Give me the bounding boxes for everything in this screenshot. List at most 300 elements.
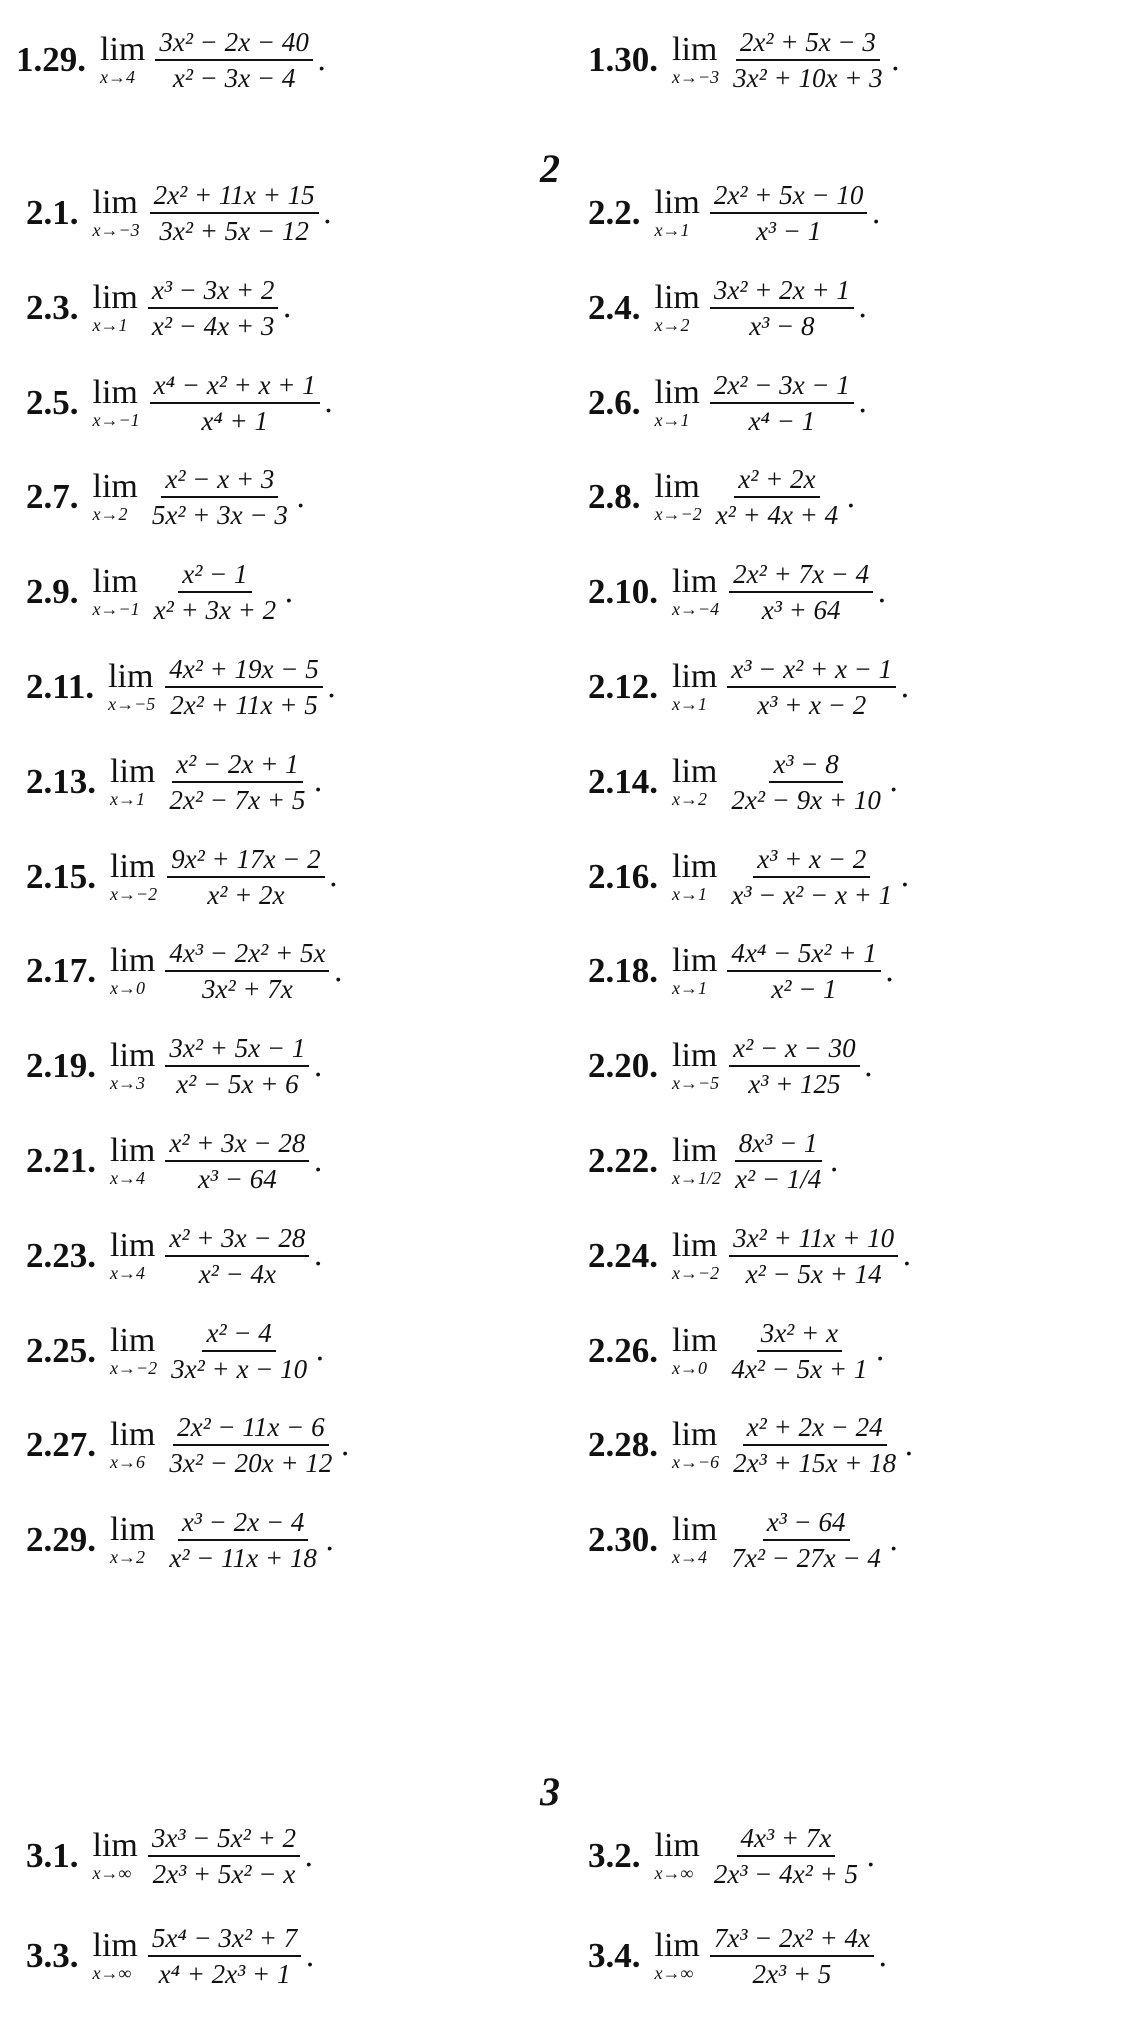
problem-number: 3.3. — [26, 1936, 79, 1975]
denominator: x³ − 1 — [755, 216, 822, 246]
fraction — [710, 1821, 862, 1891]
numerator: 4x² + 19x − 5 — [165, 652, 323, 688]
limit-subscript: x→1 — [672, 978, 707, 999]
limit-operator — [93, 1929, 138, 1983]
limit-problem — [26, 734, 323, 830]
limit-operator — [110, 1039, 155, 1093]
lim-word: lim — [108, 658, 154, 695]
period: . — [324, 1522, 335, 1558]
fraction — [710, 1921, 874, 1991]
numerator: x³ − 64 — [763, 1505, 850, 1541]
lim-word: lim — [672, 1321, 718, 1359]
fraction — [710, 273, 854, 343]
fraction — [150, 368, 320, 438]
lim-word: lim — [110, 752, 156, 790]
lim-word: lim — [672, 658, 718, 695]
denominator: 2x³ + 5x² − x — [152, 1859, 296, 1889]
limit-subscript: x→4 — [110, 1262, 145, 1283]
limit-problem — [588, 1397, 914, 1493]
denominator: x² + 2x — [207, 879, 285, 910]
fraction — [729, 1410, 900, 1480]
limit-operator — [654, 278, 700, 335]
numerator: x² − x + 3 — [161, 462, 278, 498]
limit-problem — [26, 165, 332, 261]
limit-problem — [588, 1208, 912, 1304]
numerator: 3x² + 11x + 10 — [729, 1221, 898, 1257]
lim-word: lim — [110, 942, 156, 980]
limit-subscript: x→−3 — [92, 220, 140, 240]
denominator: x³ + 125 — [748, 1069, 841, 1100]
limit-operator — [93, 470, 138, 524]
period: . — [888, 764, 899, 800]
numerator: x² − 4 — [202, 1316, 275, 1352]
limit-operator — [93, 186, 140, 240]
limit-operator — [655, 186, 700, 240]
numerator: x² + 2x − 24 — [743, 1410, 887, 1446]
limit-operator — [655, 1929, 700, 1983]
limit-subscript: x→∞ — [654, 1863, 694, 1883]
period: . — [282, 290, 292, 326]
lim-word: lim — [110, 1321, 156, 1359]
limit-problem — [26, 1018, 323, 1114]
problem-number: 2.3. — [26, 287, 79, 327]
numerator: 4x³ − 2x² + 5x — [165, 936, 329, 972]
numerator: x³ + x − 2 — [753, 842, 870, 878]
period: . — [284, 574, 294, 610]
limit-operator — [672, 660, 717, 714]
problem-number: 3.1. — [26, 1836, 79, 1875]
numerator: 3x² − 2x − 40 — [155, 25, 313, 61]
problem-number: 2.13. — [26, 761, 96, 801]
lim-word: lim — [654, 468, 700, 506]
limit-subscript: x→1 — [654, 220, 690, 240]
limit-subscript: x→∞ — [92, 1863, 132, 1883]
lim-word: lim — [92, 184, 138, 221]
numerator: x² − 1 — [178, 557, 251, 593]
section-heading-2: 2 — [540, 146, 560, 191]
limit-problem — [588, 829, 910, 925]
lim-word: lim — [672, 942, 718, 980]
numerator: 7x³ − 2x² + 4x — [710, 1921, 874, 1957]
limit-problem — [26, 449, 305, 545]
problem-number: 2.14. — [588, 761, 658, 801]
problem-number: 2.1. — [26, 193, 79, 232]
lim-word: lim — [110, 1226, 156, 1264]
lim-word: lim — [110, 1132, 156, 1169]
limit-operator — [672, 565, 719, 619]
problem-number: 2.4. — [588, 287, 641, 327]
period: . — [326, 669, 337, 705]
period: . — [857, 290, 868, 326]
limit-subscript: x→2 — [672, 788, 707, 809]
denominator: x² − 1/4 — [735, 1164, 822, 1194]
limit-problem — [588, 1492, 898, 1588]
problem-number: 2.28. — [588, 1425, 658, 1465]
period: . — [315, 1333, 325, 1369]
period: . — [328, 859, 339, 895]
limit-problem — [588, 1808, 876, 1904]
limit-problem — [26, 829, 338, 925]
lim-word: lim — [654, 278, 700, 316]
denominator: x³ + x − 2 — [757, 690, 867, 720]
fraction — [167, 1316, 311, 1386]
limit-problem — [588, 544, 887, 640]
numerator: 2x² − 11x − 6 — [173, 1410, 329, 1446]
denominator: x³ − 64 — [197, 1164, 277, 1194]
numerator: 3x² + 5x − 1 — [165, 1031, 309, 1067]
problem-number: 2.23. — [26, 1235, 96, 1275]
limit-subscript: x→3 — [110, 1073, 145, 1094]
denominator: x² + 3x + 2 — [153, 595, 277, 626]
lim-word: lim — [110, 847, 156, 885]
denominator: x⁴ + 1 — [201, 405, 268, 436]
fraction — [727, 747, 885, 817]
fraction — [712, 462, 843, 532]
numerator: x² − 2x + 1 — [172, 747, 303, 783]
limit-operator — [93, 565, 140, 619]
limit-subscript: x→∞ — [654, 1963, 694, 1983]
period: . — [333, 953, 343, 989]
limit-subscript: x→−2 — [654, 504, 702, 525]
numerator: x³ − x² + x − 1 — [727, 652, 896, 688]
problem-number: 2.27. — [26, 1425, 96, 1465]
denominator: x³ + 64 — [761, 595, 841, 626]
fraction — [727, 842, 896, 912]
period: . — [313, 764, 323, 800]
fraction — [165, 1221, 309, 1291]
lim-word: lim — [672, 752, 718, 790]
limit-subscript: x→1 — [672, 694, 707, 714]
period: . — [305, 1938, 315, 1974]
period: . — [904, 1427, 914, 1463]
numerator: x³ − 8 — [769, 747, 842, 783]
denominator: 2x³ + 15x + 18 — [733, 1448, 897, 1479]
limit-problem — [26, 1908, 315, 2004]
numerator: x² + 3x − 28 — [165, 1221, 309, 1257]
numerator: x⁴ − x² + x + 1 — [150, 368, 320, 404]
limit-problem — [588, 1113, 839, 1209]
fraction — [148, 1921, 301, 1991]
problem-number: 2.26. — [588, 1330, 658, 1370]
lim-word: lim — [92, 468, 138, 506]
denominator: 5x² + 3x − 3 — [151, 500, 288, 531]
period: . — [900, 859, 910, 895]
denominator: 3x² + x − 10 — [171, 1353, 308, 1384]
numerator: 3x³ − 5x² + 2 — [148, 1821, 300, 1857]
section-heading-3: 3 — [540, 1769, 560, 1814]
limit-operator — [654, 373, 700, 430]
fraction — [729, 1221, 898, 1291]
period: . — [877, 574, 887, 610]
problem-number: 2.29. — [26, 1520, 96, 1560]
period: . — [865, 1838, 876, 1874]
period: . — [313, 1238, 323, 1274]
fraction — [729, 25, 887, 95]
fraction — [167, 842, 325, 912]
numerator: 2x² + 5x − 10 — [710, 178, 868, 214]
limit-problem — [588, 639, 910, 735]
fraction — [165, 1410, 336, 1480]
limit-subscript: x→2 — [92, 504, 128, 525]
period: . — [303, 1838, 314, 1874]
limit-problem — [588, 1018, 873, 1114]
problem-number: 2.17. — [26, 951, 96, 991]
limit-operator — [672, 33, 719, 87]
lim-word: lim — [654, 184, 700, 221]
denominator: x³ − x² − x + 1 — [731, 879, 893, 910]
limit-subscript: x→4 — [672, 1547, 707, 1568]
period: . — [340, 1427, 350, 1463]
lim-word: lim — [672, 1037, 718, 1075]
lim-word: lim — [110, 1037, 156, 1075]
limit-subscript: x→4 — [110, 1168, 145, 1188]
limit-operator — [110, 944, 155, 998]
numerator: 8x³ − 1 — [735, 1126, 822, 1162]
lim-word: lim — [672, 1226, 718, 1264]
problem-number: 2.20. — [588, 1046, 658, 1086]
period: . — [846, 479, 856, 515]
fraction — [727, 936, 880, 1006]
fraction — [150, 178, 319, 248]
problem-number: 3.2. — [588, 1836, 641, 1875]
limit-operator — [100, 33, 145, 87]
fraction — [727, 1505, 885, 1575]
period: . — [316, 42, 327, 78]
limit-problem — [588, 1908, 887, 2004]
limit-operator — [110, 1134, 155, 1188]
numerator: 4x³ + 7x — [737, 1821, 836, 1857]
fraction — [710, 368, 854, 438]
lim-word: lim — [92, 373, 138, 411]
limit-subscript: x→4 — [100, 67, 135, 87]
lim-word: lim — [672, 847, 718, 885]
numerator: 3x² + 2x + 1 — [710, 273, 854, 309]
problem-number: 2.30. — [588, 1520, 658, 1560]
period: . — [313, 1143, 323, 1179]
limit-subscript: x→1 — [110, 788, 145, 809]
lim-word: lim — [92, 1927, 138, 1964]
limit-subscript: x→−1 — [92, 409, 140, 430]
limit-subscript: x→6 — [110, 1452, 145, 1473]
problem-number: 2.15. — [26, 856, 96, 896]
lim-word: lim — [672, 31, 718, 68]
denominator: 2x² − 9x + 10 — [731, 784, 881, 815]
problem-number: 2.11. — [26, 667, 95, 706]
limit-problem — [26, 1808, 314, 1904]
problem-number: 2.24. — [588, 1235, 658, 1275]
limit-problem — [588, 1303, 885, 1399]
limit-operator — [110, 1418, 155, 1472]
denominator: 3x² + 5x − 12 — [159, 216, 309, 246]
limit-problem — [26, 1397, 350, 1493]
limit-problem — [26, 1492, 334, 1588]
denominator: 2x³ − 4x² + 5 — [713, 1859, 858, 1889]
limit-problem — [588, 12, 900, 108]
period: . — [900, 669, 910, 705]
limit-subscript: x→∞ — [92, 1963, 132, 1983]
fraction — [727, 1316, 871, 1386]
denominator: 7x² − 27x − 4 — [731, 1543, 881, 1574]
problem-number: 2.18. — [588, 951, 658, 991]
period: . — [322, 195, 333, 231]
numerator: 2x² + 5x − 3 — [736, 25, 880, 61]
limit-operator — [110, 1321, 158, 1378]
period: . — [877, 1938, 888, 1974]
fraction — [150, 557, 281, 627]
limit-subscript: x→1 — [92, 314, 128, 335]
limit-problem — [588, 923, 894, 1019]
problem-number: 2.22. — [588, 1141, 658, 1180]
numerator: 5x⁴ − 3x² + 7 — [148, 1921, 301, 1957]
lim-word: lim — [92, 1827, 138, 1864]
fraction — [165, 1126, 309, 1196]
fraction — [729, 1031, 860, 1101]
lim-word: lim — [672, 1416, 718, 1454]
problem-number: 2.25. — [26, 1330, 96, 1370]
numerator: x³ − 3x + 2 — [148, 273, 279, 309]
problem-number: 1.30. — [588, 40, 658, 79]
fraction — [731, 1126, 825, 1196]
problem-number: 2.12. — [588, 667, 658, 706]
limit-problem — [588, 449, 856, 545]
limit-subscript: x→−2 — [110, 883, 158, 904]
denominator: 3x² − 20x + 12 — [169, 1448, 333, 1479]
limit-operator — [672, 847, 718, 904]
fraction — [148, 273, 279, 343]
denominator: 2x² + 11x + 5 — [170, 690, 318, 720]
limit-operator — [672, 1039, 719, 1093]
period: . — [902, 1238, 912, 1274]
fraction — [165, 1505, 321, 1575]
problem-number: 2.2. — [588, 193, 641, 232]
denominator: x² − 1 — [771, 974, 837, 1005]
limit-operator — [93, 1829, 138, 1883]
limit-problem — [26, 544, 294, 640]
fraction — [727, 652, 896, 722]
limit-operator — [672, 1513, 717, 1567]
limit-subscript: x→−1 — [92, 599, 140, 620]
denominator: x³ − 8 — [749, 310, 815, 341]
limit-problem — [26, 260, 292, 356]
denominator: x² − 3x − 4 — [172, 63, 296, 93]
problem-number: 2.7. — [26, 477, 79, 517]
denominator: x² − 5x + 6 — [176, 1069, 299, 1100]
fraction — [710, 178, 868, 248]
limit-subscript: x→−5 — [672, 1073, 720, 1094]
limit-problem — [26, 1208, 323, 1304]
lim-word: lim — [92, 563, 138, 601]
problem-number: 2.8. — [588, 477, 641, 517]
period: . — [857, 385, 868, 421]
problem-number: 2.16. — [588, 856, 658, 896]
fraction — [165, 652, 323, 722]
denominator: x⁴ + 2x³ + 1 — [158, 1959, 291, 1989]
period: . — [863, 1048, 874, 1084]
limit-problem — [26, 923, 343, 1019]
limit-subscript: x→1 — [672, 883, 707, 904]
lim-word: lim — [654, 373, 700, 411]
lim-word: lim — [654, 1827, 700, 1864]
numerator: 9x² + 17x − 2 — [167, 842, 325, 878]
period: . — [313, 1048, 323, 1084]
problem-number: 2.9. — [26, 572, 79, 612]
limit-operator — [108, 660, 155, 714]
lim-word: lim — [110, 1416, 156, 1454]
numerator: 2x² − 3x − 1 — [710, 368, 854, 404]
limit-operator — [110, 752, 156, 809]
lim-word: lim — [654, 1927, 700, 1964]
lim-word: lim — [672, 1511, 718, 1549]
denominator: x² + 4x + 4 — [715, 500, 839, 531]
limit-subscript: x→−4 — [672, 599, 720, 620]
period: . — [871, 195, 881, 231]
limit-operator — [672, 1321, 718, 1378]
period: . — [323, 385, 334, 421]
problem-number: 2.21. — [26, 1141, 96, 1180]
limit-problem — [26, 639, 336, 735]
problem-number: 2.19. — [26, 1046, 96, 1086]
problem-number: 2.5. — [26, 382, 79, 422]
denominator: x² − 11x + 18 — [169, 1543, 317, 1574]
limit-subscript: x→−5 — [108, 694, 156, 714]
limit-operator — [655, 470, 702, 524]
fraction — [729, 557, 873, 627]
limit-operator — [672, 1134, 721, 1188]
limit-subscript: x→0 — [672, 1357, 707, 1378]
numerator: 2x² + 7x − 4 — [729, 557, 873, 593]
lim-word: lim — [672, 1132, 718, 1169]
problem-number: 2.6. — [588, 382, 641, 422]
denominator: x² − 5x + 14 — [745, 1258, 882, 1289]
lim-word: lim — [672, 563, 718, 601]
numerator: x³ − 2x − 4 — [178, 1505, 309, 1541]
denominator: 2x² − 7x + 5 — [169, 784, 306, 815]
denominator: x² − 4x — [198, 1258, 276, 1289]
limit-problem — [588, 355, 867, 451]
denominator: 3x² + 7x — [201, 974, 293, 1005]
denominator: 3x² + 10x + 3 — [733, 63, 883, 93]
limit-subscript: x→−3 — [672, 67, 720, 87]
limit-operator — [110, 847, 158, 904]
period: . — [829, 1143, 839, 1179]
numerator: 3x² + x — [757, 1316, 842, 1352]
limit-operator — [110, 1226, 156, 1283]
limit-operator — [672, 752, 718, 809]
limit-operator — [672, 1226, 720, 1283]
problem-number: 2.10. — [588, 572, 658, 612]
lim-word: lim — [92, 278, 138, 316]
limit-operator — [92, 278, 138, 335]
limit-subscript: x→2 — [110, 1547, 145, 1568]
numerator: 4x⁴ − 5x² + 1 — [727, 936, 880, 972]
problem-number: 3.4. — [588, 1936, 641, 1975]
limit-subscript: x→−6 — [672, 1452, 720, 1473]
limit-problem — [588, 734, 898, 830]
fraction — [165, 1031, 309, 1101]
limit-subscript: x→1/2 — [672, 1168, 721, 1188]
fraction — [165, 747, 309, 817]
limit-problem — [26, 355, 333, 451]
limit-operator — [672, 944, 717, 998]
denominator: x² − 4x + 3 — [151, 310, 275, 341]
denominator: x⁴ − 1 — [748, 405, 816, 436]
limit-operator — [92, 373, 140, 430]
denominator: 4x² − 5x + 1 — [731, 1353, 868, 1384]
limit-problem — [16, 12, 326, 108]
limit-problem — [26, 1303, 325, 1399]
fraction — [148, 1821, 300, 1891]
period: . — [295, 479, 306, 515]
